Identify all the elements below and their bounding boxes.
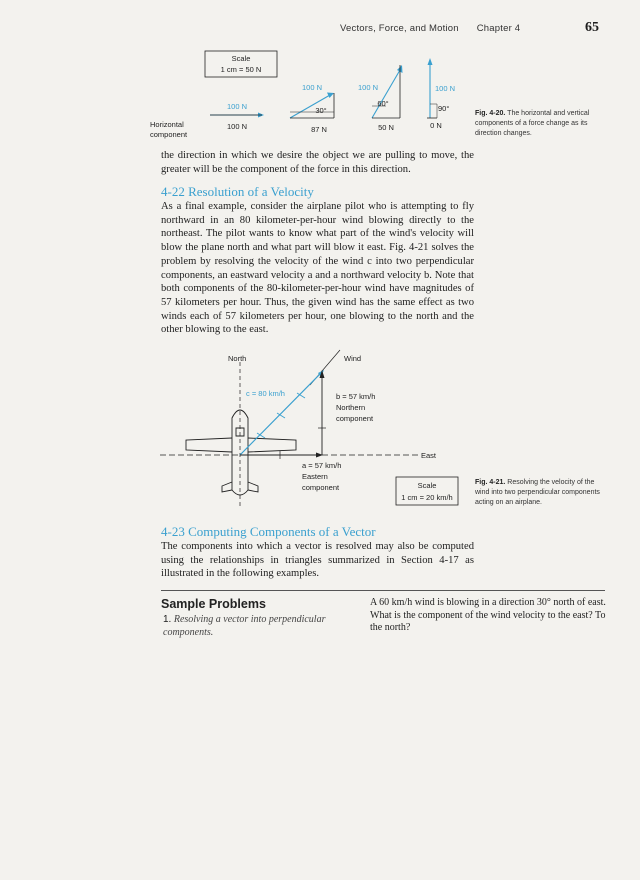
scale-value: 1 cm = 20 km/h (401, 493, 453, 502)
wind-velocity-diagram (160, 340, 460, 512)
fig-4-21-caption-text: Resolving the velocity of the wind into two perpendicular components acting on an airplane. (475, 479, 600, 506)
angle-label-30: 30° (315, 106, 327, 115)
running-header (340, 23, 520, 34)
force-vector-60deg (372, 70, 400, 118)
force-label-4: 100 N (434, 84, 456, 93)
eastern-component-label: component (302, 483, 340, 492)
sample-problem-number: 1. (163, 614, 172, 625)
a-label: a = 57 km/h (302, 461, 342, 470)
scale-title: Scale (417, 481, 437, 490)
fig-4-20-caption-label: Fig. 4-20. (475, 110, 506, 117)
figure-4-21 (160, 340, 460, 512)
northern-label: Northern (336, 403, 366, 412)
horizontal-value-2: 87 N (311, 125, 327, 134)
horizontal-value-4: 0 N (430, 121, 442, 130)
scale-value: 1 cm = 50 N (220, 65, 262, 74)
wind-label: Wind (344, 354, 362, 363)
c-label: c = 80 km/h (246, 389, 285, 398)
paragraph-continued: the direction in which we desire the object we are pulling to move, the greater will be the component of the force in this direction. (161, 150, 474, 175)
northern-component-label: component (336, 414, 374, 423)
section-4-22-paragraph: As a final example, consider the airplane pilot who is attempting to fly northward in an 80 kilometer-per-hour wind blowing directly to the northeast. The pilot wants to know what part of the wind's velocity will blow the plane north and what part will blow it east. Fig. 4-21 solves the problem by resolving the velocity of the wind c into two perpendicular components, an eastward velocity a and a northward velocity b. Note that both components of the 80-kilometer-per-hour wind have magnitudes of 57 kilometers per hour. Thus, the given wind has the same effect as two winds each of 57 kilometers per hour, one blowing to the north and the other blowing to the east. (161, 201, 474, 336)
north-label: North (228, 354, 247, 363)
component-label: component (150, 130, 188, 139)
force-components-diagram (150, 48, 480, 148)
scale-title: Scale (231, 54, 251, 63)
force-label-3: 100 N (357, 83, 379, 92)
sample-problem-1 (163, 614, 368, 639)
fig-4-20-caption (475, 109, 600, 139)
section-heading-4-22: 4-22 Resolution of a Velocity (161, 184, 314, 199)
fig-4-21-caption-label: Fig. 4-21. (475, 479, 506, 486)
page-number: 65 (585, 20, 599, 35)
sample-problems-rule (161, 590, 605, 591)
eastern-label: Eastern (302, 472, 328, 481)
chapter-label: Chapter 4 (476, 23, 521, 34)
running-title: Vectors, Force, and Motion (340, 23, 459, 34)
wind-vector-c (240, 372, 322, 455)
east-label: East (421, 451, 437, 460)
section-4-23-paragraph: The components into which a vector is resolved may also be computed using the relationships in triangles summarized in Section 4-17 as illustrated in the following examples. (161, 541, 474, 580)
sample-problem-question: A 60 km/h wind is blowing in a direction 30° north of east. What is the component of the wind velocity to the east? To the north? (370, 597, 606, 633)
fig-4-20-caption-text: The horizontal and vertical components of a force change as its direction changes. (475, 110, 590, 137)
horizontal-label: Horizontal (150, 120, 184, 129)
sample-problems-title: Sample Problems (161, 597, 266, 611)
fig-4-21-caption (475, 478, 610, 508)
arrowhead (428, 58, 433, 65)
force-label-2: 100 N (301, 83, 323, 92)
angle-label-90: 90° (438, 104, 450, 113)
horizontal-value-1: 100 N (226, 122, 248, 131)
horizontal-value-3: 50 N (378, 123, 394, 132)
figure-4-20 (150, 48, 480, 148)
force-label-1: 100 N (226, 102, 248, 111)
arrowhead (327, 93, 334, 99)
sample-problem-title: Resolving a vector into perpendicular components. (163, 614, 326, 638)
section-heading-4-23: 4-23 Computing Components of a Vector (161, 524, 376, 539)
b-label: b = 57 km/h (336, 392, 376, 401)
airplane-icon (186, 410, 296, 495)
angle-label-60: 60° (377, 99, 389, 108)
